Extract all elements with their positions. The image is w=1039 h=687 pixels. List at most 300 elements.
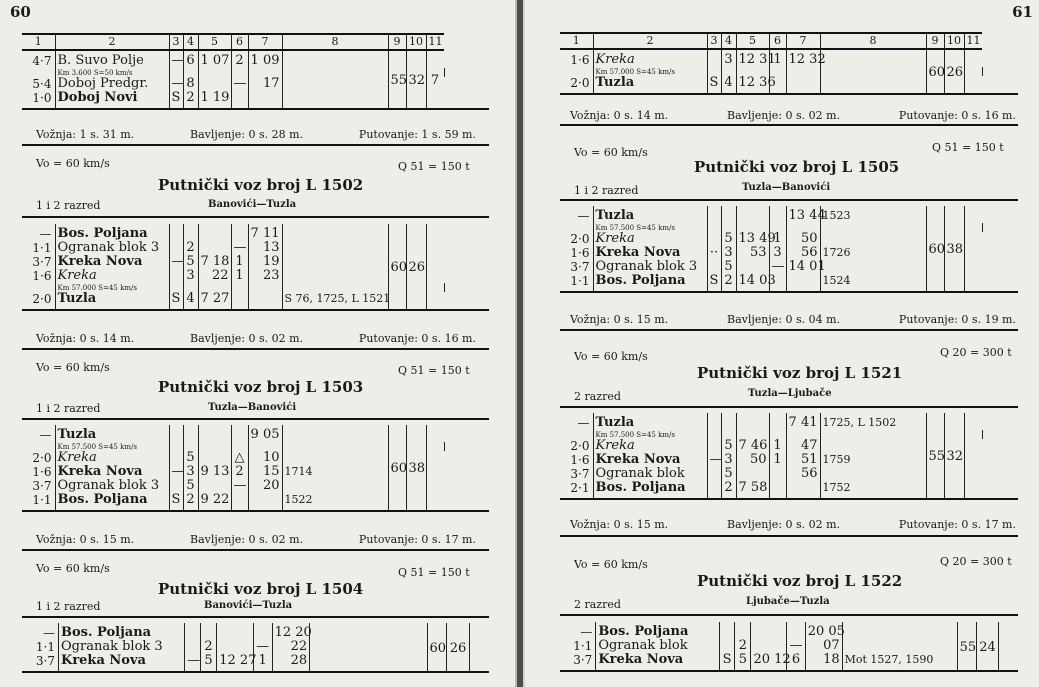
km-cell: — xyxy=(577,209,590,223)
col3-cell xyxy=(169,224,183,241)
station-name: Kreka Nova xyxy=(59,654,185,672)
col4-cell: 3 xyxy=(721,49,736,67)
col4-cell xyxy=(183,425,198,442)
note-cell xyxy=(282,77,388,91)
table-row xyxy=(22,425,489,442)
station-name: Ogranak blok 3 xyxy=(59,640,185,654)
station-name: Bos. Poljana xyxy=(55,224,169,241)
km-cell xyxy=(22,442,55,451)
col3-cell xyxy=(720,639,735,653)
table-row xyxy=(560,639,1018,653)
station-name: Tuzla xyxy=(593,413,707,430)
table-row xyxy=(22,50,489,68)
class-info: 2 razred xyxy=(574,598,621,611)
station-name: Ogranak blok xyxy=(596,639,720,653)
divider xyxy=(560,535,1018,537)
col11-cell xyxy=(964,49,982,94)
speed-info: Vo = 60 km/s xyxy=(36,361,110,374)
col4-cell: 2 xyxy=(183,493,198,511)
departure-time: 10 xyxy=(248,451,282,465)
departure-time xyxy=(248,292,282,310)
departure-time: 12 20 xyxy=(272,623,310,640)
col4-cell xyxy=(183,224,198,241)
column-header: 10 xyxy=(406,34,426,50)
departure-time: 17 xyxy=(248,77,282,91)
station-note: Km 57.500 S=45 km/s xyxy=(55,442,169,451)
column-header: 1 xyxy=(560,33,593,49)
col9-cell: 60 xyxy=(926,206,944,292)
schedule-table xyxy=(560,32,1018,95)
km-cell: 2·1 xyxy=(570,481,590,495)
column-header: 7 xyxy=(786,33,820,49)
time-cell xyxy=(248,283,282,292)
departure-time: 7 11 xyxy=(248,224,282,241)
station-note: Km 57.500 S=45 km/s xyxy=(593,223,707,232)
arrival-time xyxy=(217,623,254,640)
col3-cell xyxy=(169,241,183,255)
route-info: Tuzla—Banovići xyxy=(742,182,831,193)
class-info: 2 razred xyxy=(574,390,621,403)
col3-cell: — xyxy=(707,453,721,467)
col4-cell xyxy=(721,206,736,223)
table-row xyxy=(22,623,489,640)
col6-cell xyxy=(787,622,805,639)
note-cell: 1523 xyxy=(820,206,926,223)
col3-cell: — xyxy=(169,255,183,269)
divider xyxy=(22,216,489,218)
col4-cell: 5 xyxy=(200,654,217,672)
note-cell: 1752 xyxy=(820,481,926,499)
station-name: Kreka xyxy=(593,232,707,246)
col6-cell: — xyxy=(231,479,248,493)
departure-time xyxy=(248,493,282,511)
departure-time: 56 xyxy=(786,467,820,481)
col6-cell xyxy=(769,467,786,481)
station-note: Km 57.000 S=45 km/s xyxy=(593,67,707,76)
arrival-time: 7 27 xyxy=(198,292,231,310)
schedule-table xyxy=(560,206,1018,293)
col6-cell xyxy=(769,206,786,223)
station-note: Km 57.000 S=45 km/s xyxy=(55,283,169,292)
col4-cell: 2 xyxy=(721,481,736,499)
station-name: Bos. Poljana xyxy=(593,274,707,292)
station-note: Km 57.500 S=45 km/s xyxy=(593,430,707,439)
speed-info: Vo = 60 km/s xyxy=(574,350,648,363)
col11-cell xyxy=(964,413,982,499)
column-header: 3 xyxy=(707,33,721,49)
note-cell xyxy=(842,639,957,653)
arrival-time: 14 03 xyxy=(736,274,769,292)
col4-cell xyxy=(200,623,217,640)
col4-cell: 2 xyxy=(735,639,751,653)
station-name: Ogranak blok 3 xyxy=(55,241,169,255)
col6-cell xyxy=(769,413,786,430)
table-row xyxy=(22,640,489,654)
col10-cell: 38 xyxy=(944,206,964,292)
divider xyxy=(22,348,489,350)
time-cell xyxy=(786,67,820,76)
col6-cell xyxy=(231,224,248,241)
col3-cell xyxy=(185,640,200,654)
left-page xyxy=(0,0,517,687)
note-cell xyxy=(820,49,926,67)
note-cell xyxy=(282,224,388,241)
time-cell xyxy=(198,68,231,77)
arrival-time: 20 12 xyxy=(751,653,787,671)
time-cell xyxy=(198,442,231,451)
column-header: 8 xyxy=(820,33,926,49)
departure-time: 22 xyxy=(272,640,310,654)
arrival-time: 12 36 xyxy=(736,76,769,94)
km-cell: 2·0 xyxy=(32,292,52,306)
time-cell xyxy=(282,68,388,77)
arrival-time: 7 58 xyxy=(736,481,769,499)
load-info: Q 20 = 300 t xyxy=(940,346,1012,359)
table-row xyxy=(560,413,1018,430)
col10-cell: 26 xyxy=(406,224,426,310)
col6-cell: — xyxy=(231,241,248,255)
class-info: 1 i 2 razred xyxy=(574,184,639,197)
note-cell xyxy=(820,232,926,246)
arrival-time xyxy=(736,206,769,223)
note-cell xyxy=(282,479,388,493)
col6-cell: 6 xyxy=(787,653,805,671)
departure-time xyxy=(786,274,820,292)
travel-summary: Vožnja: 1 s. 31 m. Bavljenje: 0 s. 28 m. Putovanje: 1 s. 59 m. xyxy=(36,128,476,141)
note-cell xyxy=(310,654,427,672)
column-header: 1 xyxy=(22,34,55,50)
departure-time: 13 44 xyxy=(786,206,820,223)
note-cell xyxy=(982,67,1018,76)
col3-cell: S xyxy=(169,493,183,511)
speed-info: Vo = 60 km/s xyxy=(574,558,648,571)
divider xyxy=(560,614,1018,616)
arrival-time: 22 xyxy=(198,269,231,283)
train-title: Putnički voz broj L 1502 xyxy=(158,176,364,194)
col6-cell: — xyxy=(787,639,805,653)
note-cell: 1524 xyxy=(820,274,926,292)
table-row xyxy=(560,49,1018,67)
departure-time: 51 xyxy=(786,453,820,467)
note-cell xyxy=(310,640,427,654)
col6-cell: — xyxy=(231,77,248,91)
arrival-time xyxy=(736,467,769,481)
col4-cell: 3 xyxy=(183,269,198,283)
column-header: 9 xyxy=(388,34,406,50)
km-cell: 1·6 xyxy=(570,453,590,467)
column-header: 4 xyxy=(721,33,736,49)
note-cell xyxy=(820,76,926,94)
col6-cell: 1 xyxy=(253,654,272,672)
station-name: Doboj Novi xyxy=(55,91,169,109)
column-header: 10 xyxy=(944,33,964,49)
departure-time: 19 xyxy=(248,255,282,269)
note-cell xyxy=(282,255,388,269)
col3-cell: S xyxy=(169,91,183,109)
note-cell: 1726 xyxy=(820,246,926,260)
station-name: Bos. Poljana xyxy=(55,493,169,511)
departure-time: 1 09 xyxy=(248,50,282,68)
station-name: Kreka Nova xyxy=(55,255,169,269)
col3-cell xyxy=(707,260,721,274)
column-header: 2 xyxy=(593,33,707,49)
column-header: 9 xyxy=(926,33,944,49)
col4-cell: 2 xyxy=(200,640,217,654)
arrival-time xyxy=(217,640,254,654)
time-cell xyxy=(282,442,388,451)
train-title: Putnički voz broj L 1505 xyxy=(694,158,900,176)
station-name: Bos. Poljana xyxy=(596,622,720,639)
load-info: Q 51 = 150 t xyxy=(398,160,470,173)
table-row xyxy=(560,653,1018,671)
station-name: Kreka xyxy=(593,49,707,67)
col11-cell xyxy=(964,206,982,292)
column-header: 6 xyxy=(769,33,786,49)
time-cell xyxy=(282,283,388,292)
station-name: Kreka Nova xyxy=(593,246,707,260)
travel-summary: Vožnja: 0 s. 15 m. Bavljenje: 0 s. 02 m. Putovanje: 0 s. 17 m. xyxy=(570,518,1016,531)
km-cell xyxy=(22,68,55,77)
station-name: Bos. Poljana xyxy=(59,623,185,640)
arrival-time xyxy=(198,224,231,241)
col3-cell: — xyxy=(169,77,183,91)
col6-cell: 1 xyxy=(769,453,786,467)
col11-cell xyxy=(998,622,1018,671)
km-cell: — xyxy=(577,416,590,430)
col10-cell: 32 xyxy=(944,413,964,499)
col4-cell xyxy=(721,413,736,430)
divider xyxy=(22,549,489,551)
departure-time: 18 xyxy=(805,653,842,671)
col11-cell xyxy=(426,224,444,310)
km-cell: 3·7 xyxy=(570,260,590,274)
col3-cell xyxy=(707,49,721,67)
col9-cell: 55 xyxy=(388,50,406,109)
col6-cell: △ xyxy=(231,451,248,465)
col9-cell: 60 xyxy=(388,224,406,310)
note-cell xyxy=(444,68,489,77)
col3-cell: S xyxy=(707,76,721,94)
station-name: B. Suvo Polje xyxy=(55,50,169,68)
col6-cell: 2 xyxy=(231,465,248,479)
station-name: Kreka Nova xyxy=(55,465,169,479)
route-info: Tuzla—Banovići xyxy=(208,402,297,413)
note-cell xyxy=(282,269,388,283)
column-header: 6 xyxy=(231,34,248,50)
departure-time: 9 05 xyxy=(248,425,282,442)
time-cell xyxy=(707,223,721,232)
station-name: Tuzla xyxy=(593,206,707,223)
travel-summary: Vožnja: 0 s. 14 m. Bavljenje: 0 s. 02 m. Putovanje: 0 s. 16 m. xyxy=(36,332,476,345)
col6-cell: 1 xyxy=(231,255,248,269)
col4-cell: 5 xyxy=(721,467,736,481)
note-cell xyxy=(820,260,926,274)
route-info: Ljubače—Tuzla xyxy=(746,596,830,607)
km-cell: 2·0 xyxy=(32,451,52,465)
column-header: 7 xyxy=(248,34,282,50)
speed-info: Vo = 60 km/s xyxy=(36,157,110,170)
station-name: Ogranak blok 3 xyxy=(55,479,169,493)
col3-cell xyxy=(707,232,721,246)
schedule-table xyxy=(22,425,489,512)
km-cell: 3·7 xyxy=(35,654,56,668)
col9-cell: 60 xyxy=(427,623,447,672)
arrival-time: 12 31 xyxy=(736,49,769,67)
station-name: Kreka xyxy=(55,269,169,283)
arrival-time xyxy=(736,413,769,430)
note-cell xyxy=(310,623,427,640)
column-header: 5 xyxy=(198,34,231,50)
note-cell xyxy=(820,467,926,481)
col3-cell: — xyxy=(169,50,183,68)
arrival-time xyxy=(198,479,231,493)
km-cell: 4·7 xyxy=(32,54,52,68)
note-cell: S 76, 1725, L 1521 xyxy=(282,292,388,310)
km-cell: — xyxy=(39,428,52,442)
divider xyxy=(22,418,489,420)
col4-cell: 5 xyxy=(183,451,198,465)
note-cell xyxy=(820,439,926,453)
col6-cell xyxy=(253,623,272,640)
col3-cell xyxy=(169,425,183,442)
station-name: Ogranak blok 3 xyxy=(593,260,707,274)
departure-time: 15 xyxy=(248,465,282,479)
note-cell xyxy=(982,223,1018,232)
col3-cell: S xyxy=(720,653,735,671)
note-cell xyxy=(282,425,388,442)
departure-time: 50 xyxy=(786,232,820,246)
table-row xyxy=(560,206,1018,223)
station-note: Km 3.600 S=50 km/s xyxy=(55,68,169,77)
km-cell: — xyxy=(580,625,593,639)
note-cell xyxy=(282,241,388,255)
column-header: 4 xyxy=(183,34,198,50)
station-name: Tuzla xyxy=(55,425,169,442)
station-name: Kreka Nova xyxy=(596,653,720,671)
speed-info: Vo = 60 km/s xyxy=(574,146,648,159)
departure-time: 12 32 xyxy=(786,49,820,67)
time-cell xyxy=(820,430,926,439)
km-cell: 2·0 xyxy=(570,439,590,453)
note-cell xyxy=(444,442,489,451)
departure-time: 07 xyxy=(805,639,842,653)
departure-time: 56 xyxy=(786,246,820,260)
col4-cell: 2 xyxy=(183,241,198,255)
col4-cell: 5 xyxy=(183,255,198,269)
col9-cell: 55 xyxy=(957,622,977,671)
table-row xyxy=(22,224,489,241)
station-name: Kreka xyxy=(593,439,707,453)
note-cell xyxy=(982,430,1018,439)
arrival-time: 53 xyxy=(736,246,769,260)
table-row xyxy=(22,654,489,672)
col4-cell: 8 xyxy=(183,77,198,91)
col3-cell xyxy=(707,467,721,481)
col3-cell: — xyxy=(185,654,200,672)
col6-cell: — xyxy=(253,640,272,654)
col9-cell: 60 xyxy=(926,49,944,94)
km-cell xyxy=(560,67,593,76)
departure-time: 47 xyxy=(786,439,820,453)
station-name: Bos. Poljana xyxy=(593,481,707,499)
km-cell xyxy=(22,283,55,292)
col3-cell xyxy=(169,451,183,465)
arrival-time xyxy=(198,451,231,465)
departure-time: 23 xyxy=(248,269,282,283)
departure-time: 28 xyxy=(272,654,310,672)
km-cell: 1·6 xyxy=(32,269,52,283)
arrival-time: 12 27 xyxy=(217,654,254,672)
col4-cell: 5 xyxy=(183,479,198,493)
travel-summary: Vožnja: 0 s. 14 m. Bavljenje: 0 s. 02 m. Putovanje: 0 s. 16 m. xyxy=(570,109,1016,122)
col10-cell: 26 xyxy=(447,623,469,672)
km-cell: 3·7 xyxy=(570,467,590,481)
note-cell xyxy=(282,50,388,68)
divider xyxy=(22,616,489,618)
col6-cell xyxy=(231,91,248,109)
col6-cell: 1 xyxy=(769,439,786,453)
col6-cell xyxy=(769,481,786,499)
arrival-time: 7 46 xyxy=(736,439,769,453)
col6-cell: 1 xyxy=(769,49,786,67)
note-cell xyxy=(282,451,388,465)
schedule-table xyxy=(560,622,1018,672)
col3-cell xyxy=(707,439,721,453)
col9-cell: 55 xyxy=(926,413,944,499)
arrival-time: 7 18 xyxy=(198,255,231,269)
col4-cell: 6 xyxy=(183,50,198,68)
column-header: 11 xyxy=(964,33,982,49)
col3-cell: S xyxy=(707,274,721,292)
load-info: Q 20 = 300 t xyxy=(940,555,1012,568)
col4-cell: 4 xyxy=(183,292,198,310)
load-info: Q 51 = 150 t xyxy=(398,566,470,579)
km-cell: 5·4 xyxy=(32,77,52,91)
time-cell xyxy=(231,283,248,292)
note-cell: 1759 xyxy=(820,453,926,467)
col10-cell: 26 xyxy=(944,49,964,94)
col6-cell: 1 xyxy=(769,232,786,246)
col4-cell: 3 xyxy=(183,465,198,479)
page-number: 61 xyxy=(1012,3,1033,21)
load-info: Q 51 = 150 t xyxy=(398,364,470,377)
departure-time xyxy=(248,91,282,109)
col3-cell xyxy=(185,623,200,640)
schedule-table xyxy=(22,33,489,110)
km-cell: 2·0 xyxy=(570,76,590,90)
arrival-time: 50 xyxy=(736,453,769,467)
km-cell xyxy=(560,430,593,439)
col4-cell: 3 xyxy=(721,246,736,260)
col4-cell: 3 xyxy=(721,453,736,467)
km-cell: 3·7 xyxy=(32,479,52,493)
col6-cell: 3 xyxy=(769,246,786,260)
train-title: Putnički voz broj L 1522 xyxy=(697,572,903,590)
speed-info: Vo = 60 km/s xyxy=(36,562,110,575)
station-name: Ogranak blok xyxy=(593,467,707,481)
col11-cell xyxy=(426,425,444,511)
arrival-time xyxy=(198,77,231,91)
km-cell: 1·6 xyxy=(32,465,52,479)
col4-cell: 2 xyxy=(721,274,736,292)
station-name: Tuzla xyxy=(55,292,169,310)
col3-cell xyxy=(169,479,183,493)
note-cell: Mot 1527, 1590 xyxy=(842,653,957,671)
km-cell: 3·7 xyxy=(32,255,52,269)
column-header: 11 xyxy=(426,34,444,50)
note-cell xyxy=(282,91,388,109)
note-cell: 1714 xyxy=(282,465,388,479)
